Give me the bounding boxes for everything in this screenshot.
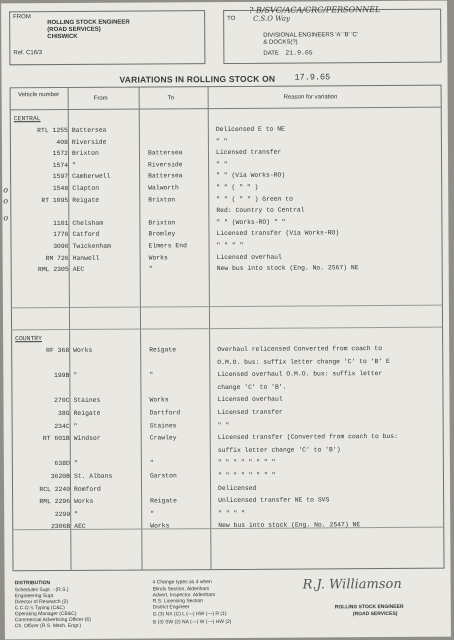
vehicle-number-cell: 1548 (52, 184, 69, 193)
from-line-3: CHISWICK (47, 33, 78, 41)
vehicle-number-cell: 1597 (52, 173, 69, 181)
to-cell: Staines (149, 421, 177, 430)
distribution-line: Schedules Supt. - (R.S.) (14, 586, 69, 594)
from-cell: AEC (74, 523, 86, 531)
vehicle-number-cell: RML 2296 (39, 498, 71, 506)
to-cell: Elmers End (148, 242, 187, 250)
from-cell: Clapton (72, 184, 100, 192)
reason-cell: Licensed overhaul (217, 396, 283, 404)
from-cell: AEC (72, 266, 85, 274)
from-cell: Catford (72, 231, 100, 239)
signature: R.J. Williamson (302, 576, 402, 593)
from-cell: Riverside (71, 138, 107, 146)
from-cell: Reigate (73, 409, 101, 417)
distribution-line: Operating Manager (CB&C) (14, 610, 77, 618)
document-page (1, 1, 451, 640)
reason-cell: New bus into stock (Eng. No. 2567) NE (216, 264, 359, 273)
to-cell: " (149, 459, 154, 467)
reason-cell: " " " " " " " " (217, 459, 276, 467)
to-line-2: & DOCKS(?) (263, 39, 298, 46)
col-reason: Reason for variation (283, 94, 338, 101)
reason-cell: " " (Via Works-RO) (216, 172, 286, 180)
from-label: FROM (13, 14, 31, 21)
reason-cell: " " ( " " ) (216, 183, 259, 192)
to-cell: Works (149, 396, 169, 404)
from-cell: " (73, 422, 78, 430)
from-cell: " (72, 161, 76, 169)
date-value: 21.9.65 (285, 49, 313, 57)
to-cell: Brixton (148, 195, 176, 204)
reason-cell: Licensed transfer (217, 408, 283, 417)
margin-mark: o (3, 213, 9, 223)
to-cell: " (148, 265, 153, 273)
reason-cell: New bus into stock (Eng. No. 2547) NE (218, 521, 361, 530)
to-cell: Garston (149, 472, 177, 480)
col-to: To (167, 95, 175, 102)
from-cell: Romford (74, 485, 101, 493)
reason-cell: " " " " (218, 509, 246, 517)
reason-cell: suffix letter change 'C' to 'B') (217, 446, 341, 454)
vehicle-number-cell: 408 (56, 138, 68, 146)
vehicle-number-cell: 2299 (54, 510, 71, 518)
to-cell: Brixton (148, 219, 176, 227)
reason-cell: " " (216, 160, 228, 168)
distribution-line: Commercial Advertising Officer (6) (14, 616, 91, 624)
title-date: 17.9.65 (294, 72, 331, 83)
from-cell: Twickenham (72, 242, 111, 250)
from-cell: " (73, 372, 78, 380)
reason-cell: Red: Country to Central (216, 206, 305, 215)
distribution-line: Ch. Officer (R.S. Mech. Engr.) (14, 622, 82, 630)
from-cell: " (73, 460, 78, 468)
to-cell: Works (148, 253, 168, 262)
vehicle-number-cell: 1101 (53, 219, 69, 227)
from-cell: Works (73, 346, 93, 354)
reason-cell: " " (217, 421, 230, 429)
vehicle-number-cell: RM 726 (45, 254, 69, 262)
to-cell: Battersea (148, 172, 183, 180)
vehicle-number-cell: 270C (54, 397, 70, 405)
margin-mark: o (3, 185, 9, 195)
reason-cell: O.M.O. bus: suffix letter change 'C' to 'B' E (217, 357, 390, 366)
vehicle-number-cell: RML 2305 (37, 266, 69, 274)
distribution-line: Director of Research (2) (14, 598, 69, 606)
distribution-title: DISTRIBUTION (14, 580, 51, 587)
middle-line: District Engineer (152, 604, 190, 611)
middle-line: R.S. Licensing Section (152, 598, 204, 605)
reason-cell: Licensed overhaul (216, 253, 282, 261)
reason-cell: Licensed transfer (215, 148, 282, 157)
vehicle-number-cell: 199B (53, 372, 70, 380)
vehicle-number-cell: 1572 (52, 150, 69, 158)
sign-sub: (ROAD SERVICES) (352, 610, 398, 618)
reason-cell: Licensed transfer (Converted from coach to bus: (217, 433, 398, 442)
middle-line: B (3) SW (2) NA (—) W (—) HW (2) (152, 618, 232, 626)
reason-cell: Unlicensed transfer NE to SVS (218, 496, 330, 505)
to-cell: Dartford (149, 409, 181, 417)
reason-cell: " " (215, 137, 228, 145)
from-cell: Staines (73, 397, 101, 405)
from-cell: Hanwell (72, 254, 100, 262)
to-cell: Works (150, 522, 170, 530)
from-cell: " (74, 510, 79, 518)
col-vehicle: Vehicle number (17, 92, 60, 99)
margin-mark: o (3, 196, 9, 206)
from-cell: Chelsham (72, 219, 104, 227)
vehicle-number-cell: 3096 (53, 242, 69, 251)
vehicle-number-cell: RTL 1255 (37, 126, 68, 135)
middle-title: # Change types as 4 when (152, 579, 212, 586)
vehicle-number-cell: 1776 (53, 231, 69, 239)
vehicle-number-cell: 234C (54, 422, 70, 430)
section-country: COUNTRY (15, 335, 42, 343)
vehicle-number-cell: 3620B (50, 472, 70, 481)
to-label: TO (227, 15, 236, 22)
to-cell: Crawley (149, 434, 177, 442)
from-cell: Works (74, 498, 94, 506)
vehicle-number-cell: RT 601B (42, 435, 70, 443)
sign-title: ROLLING STOCK ENGINEER (334, 603, 404, 611)
reference: Ref. C16/3 (13, 50, 43, 57)
to-cell: Battersea (147, 149, 183, 157)
to-cell: Walworth (148, 184, 179, 192)
reason-cell: Delicensed (218, 484, 257, 492)
col-from: From (93, 95, 108, 102)
reason-cell: " " " " " " " " (217, 471, 276, 480)
vehicle-number-cell: 1574 (52, 161, 69, 169)
page-title: VARIATIONS IN ROLLING STOCK ON (119, 73, 276, 85)
from-cell: St. Albans (73, 472, 113, 480)
to-cell: " (149, 371, 154, 379)
reason-cell: Overhaul relicensed Converted from coach to (217, 345, 383, 354)
from-line-2: (ROAD SERVICES) (47, 26, 101, 34)
to-cell: Riverside (148, 161, 183, 169)
middle-line: G (3) NX (C) L (—) HW (—) R (1) (152, 611, 227, 618)
from-cell: Battersea (71, 126, 107, 134)
reason-cell: Licensed transfer (Via Works-RO) (216, 229, 340, 238)
section-central: CENTRAL (13, 115, 41, 123)
from-line-1: ROLLING STOCK ENGINEER (47, 19, 130, 27)
to-handwritten: ? B/SVC/ACA/CRC/PERSONNEL (249, 5, 381, 15)
date-label: DATE (263, 50, 279, 57)
vehicle-number-cell: 638D (54, 460, 70, 468)
vehicle-number-cell: 38G (58, 409, 70, 418)
vehicle-number-cell: RF 368 (46, 346, 70, 355)
distribution-line: C.C.O.'s Typing (C&C) (14, 604, 65, 612)
reason-cell: change 'C' to 'B'. (217, 383, 287, 391)
middle-line: Advert. Inspector, Aldenham (152, 592, 216, 599)
reason-cell: " " (Works-RO) " " (216, 218, 286, 226)
reason-cell: Licensed overhaul O.M.O. bus: suffix letter (217, 370, 383, 379)
to-cell: Reigate (149, 346, 177, 354)
to-handwritten-2: C.S.O Way (253, 14, 290, 23)
from-cell: Brixton (71, 149, 99, 158)
distribution-line: Engineering Supt. (14, 593, 55, 600)
vehicle-number-cell: RT 1095 (41, 196, 69, 204)
reason-cell: " " ( " " ) Green to (216, 195, 293, 203)
reason-cell: Delicensed E to NE (215, 125, 285, 134)
from-cell: Reigate (72, 196, 100, 204)
to-cell: Reigate (150, 497, 177, 505)
to-cell: Bromley (148, 230, 176, 238)
middle-line: Blinds Section, Aldenham (152, 586, 210, 593)
vehicle-number-cell: RCL 2240 (39, 485, 71, 493)
to-cell: " (150, 510, 155, 518)
from-cell: Camberwell (72, 173, 111, 181)
from-cell: Windsor (73, 434, 101, 443)
reason-cell: " " " " (216, 241, 244, 250)
vehicle-number-cell: 2306B (51, 523, 71, 531)
to-line-1: DIVISIONAL ENGINEERS 'A' 'B' 'C' (263, 32, 358, 39)
